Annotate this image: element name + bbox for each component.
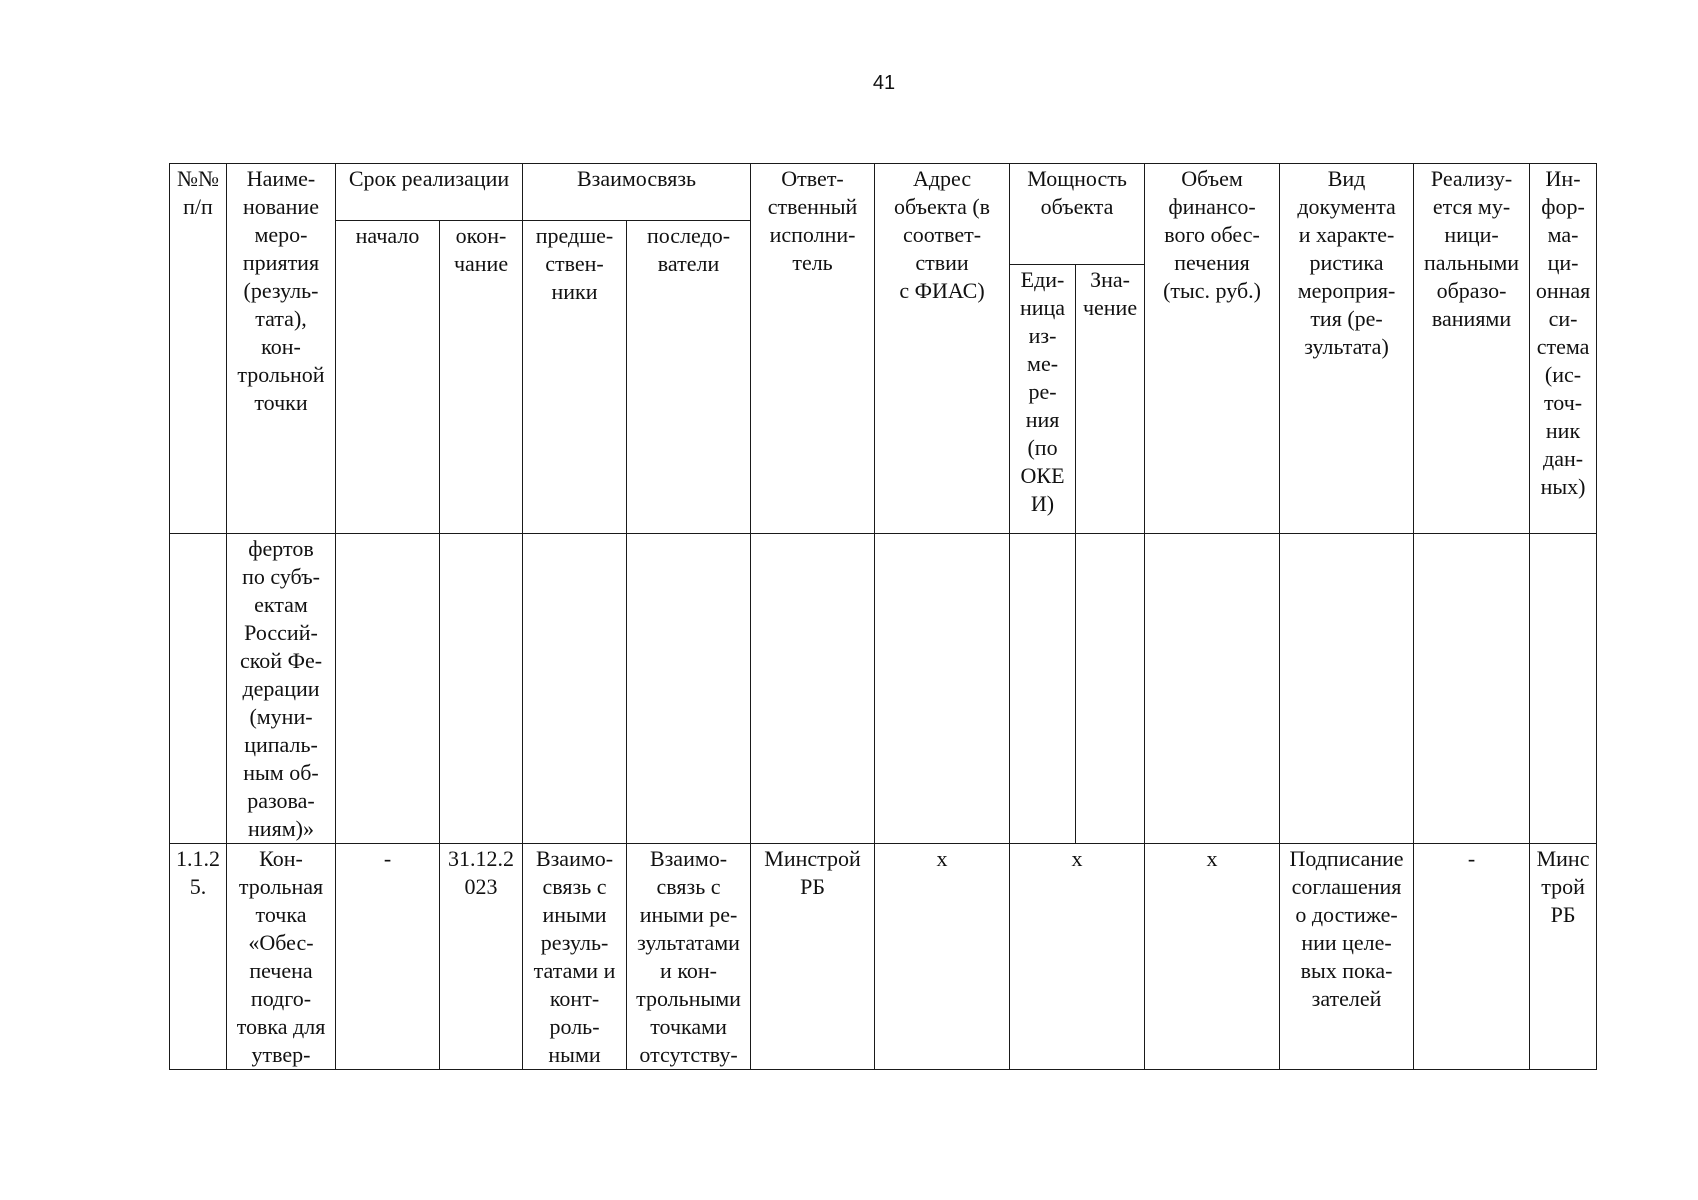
header-finance: Объем финансо- вого обес- печения (тыс. руб.) (1145, 164, 1280, 534)
header-responsible: Ответ- ственный исполни- тель (751, 164, 875, 534)
table-row (170, 844, 1597, 1070)
header-address: Адрес объекта (в соответ- ствии с ФИАС) (875, 164, 1010, 534)
cell-information-system: Минс трой РБ (1530, 844, 1597, 1070)
table-row (170, 534, 1597, 844)
page-number: 41 (872, 72, 896, 94)
cell-term-start (336, 534, 440, 844)
cell-term-start: - (336, 844, 440, 1070)
activity-plan-table (169, 163, 1597, 1070)
cell-term-end: 31.12.2 023 (440, 844, 523, 1070)
header-term-end: окон- чание (440, 221, 523, 534)
cell-predecessors (523, 534, 627, 844)
cell-successors (627, 534, 751, 844)
cell-address (875, 534, 1010, 844)
cell-capacity-unit (1010, 534, 1076, 844)
header-successors: последо- ватели (627, 221, 751, 534)
header-predecessors: предше- ствен- ники (523, 221, 627, 534)
cell-finance: x (1145, 844, 1280, 1070)
header-capacity-value: Зна- чение (1076, 265, 1145, 534)
cell-term-end (440, 534, 523, 844)
cell-address: x (875, 844, 1010, 1070)
header-activity-name: Наиме- нование меро- приятия (резуль- тата), кон- трольной точки (227, 164, 336, 534)
header-capacity: Мощность объекта (1010, 164, 1145, 265)
cell-capacity: x (1010, 844, 1145, 1070)
header-relationship: Взаимосвязь (523, 164, 751, 221)
cell-responsible (751, 534, 875, 844)
cell-responsible: Минстрой РБ (751, 844, 875, 1070)
cell-activity-name: Кон- трольная точка «Обес- печена подго- товка для утвер- (227, 844, 336, 1070)
header-term-start: начало (336, 221, 440, 534)
header-capacity-unit: Еди- ница из- ме- ре- ния (по ОКЕ И) (1010, 265, 1076, 534)
cell-document-type: Подписание соглашения о достиже- нии целе- вых пока- зателей (1280, 844, 1414, 1070)
header-information-system: Ин- фор- ма- ци- онная си- стема (ис- точ- ник дан- ных) (1530, 164, 1597, 534)
header-term: Срок реализации (336, 164, 523, 221)
cell-number (170, 534, 227, 844)
header-municipal: Реализу- ется му- ници- пальными образо- ваниями (1414, 164, 1530, 534)
cell-finance (1145, 534, 1280, 844)
cell-document-type (1280, 534, 1414, 844)
header-document-type: Вид документа и характе- ристика мероприя- тия (ре- зультата) (1280, 164, 1414, 534)
cell-information-system (1530, 534, 1597, 844)
cell-successors: Взаимо- связь с иными ре- зультатами и кон- трольными точками отсутству- (627, 844, 751, 1070)
header-number: №№ п/п (170, 164, 227, 534)
cell-number: 1.1.2 5. (170, 844, 227, 1070)
cell-predecessors: Взаимо- связь с иными резуль- татами и конт- роль- ными (523, 844, 627, 1070)
cell-activity-name: фертов по субъ- ектам Россий- ской Фе- дерации (муни- ципаль- ным об- разова- ниям)» (227, 534, 336, 844)
cell-municipal (1414, 534, 1530, 844)
cell-municipal: - (1414, 844, 1530, 1070)
cell-capacity-value (1076, 534, 1145, 844)
